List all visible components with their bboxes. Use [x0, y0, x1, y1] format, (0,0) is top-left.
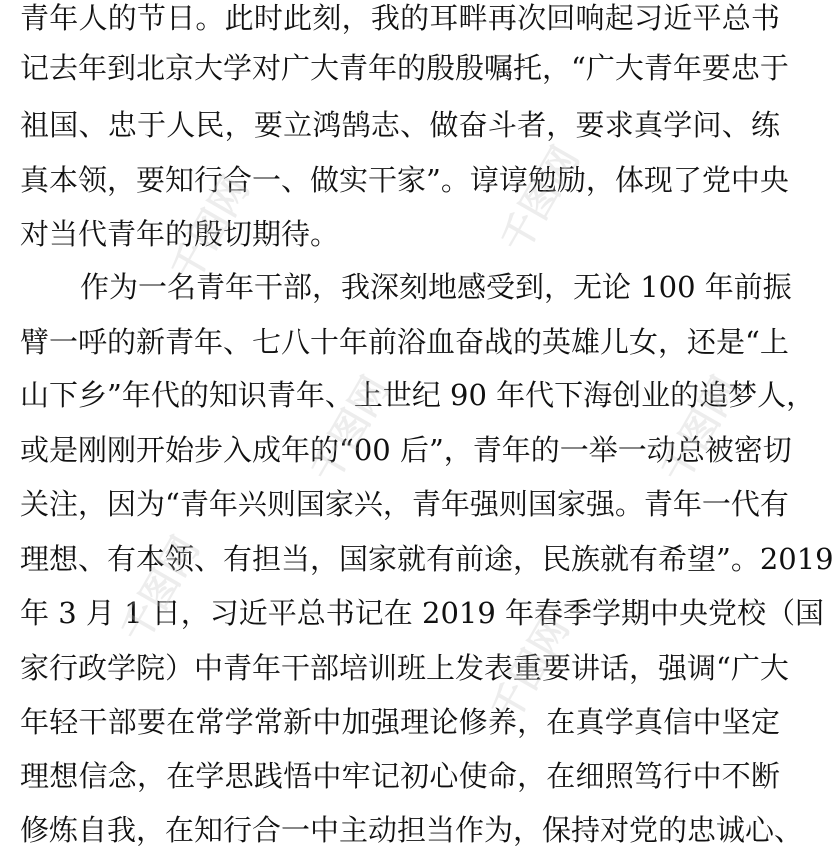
watermark: 千图网 — [162, 168, 258, 290]
text-line: 理想、有本领、有担当，国家就有前途，民族就有希望”。2019 — [20, 542, 834, 576]
watermark: 千图网 — [482, 608, 578, 730]
text-line: 或是刚刚开始步入成年的“00 后”，青年的一举一动总被密切 — [20, 433, 792, 467]
text-line: 青年人的节日。此时此刻，我的耳畔再次回响起习近平总书 — [20, 1, 780, 35]
text-line: 家行政学院）中青年干部培训班上发表重要讲话，强调“广大 — [20, 651, 789, 685]
text-line: 臂一呼的新青年、七八十年前浴血奋战的英雄儿女，还是“上 — [20, 325, 789, 359]
watermark: 千图网 — [112, 528, 208, 650]
watermark: 千图网 — [302, 368, 398, 490]
paragraph-first-line: 作为一名青年干部，我深刻地感受到，无论 100 年前振 — [80, 270, 792, 304]
text-line: 年 3 月 1 日，习近平总书记在 2019 年春季学期中央党校（国 — [20, 596, 825, 630]
text-line: 祖国、忠于人民，要立鸿鹄志、做奋斗者，要求真学问、练 — [20, 108, 780, 142]
text-line: 对当代青年的殷切期待。 — [20, 217, 340, 251]
text-line: 理想信念，在学思践悟中牢记初心使命，在细照笃行中不断 — [20, 759, 780, 793]
text-line: 关注，因为“青年兴则国家兴，青年强则国家强。青年一代有 — [20, 487, 789, 521]
text-line: 山下乡”年代的知识青年、上世纪 90 年代下海创业的追梦人， — [20, 378, 816, 412]
text-line-cut-off: 修炼自我，在知行合一中主动担当作为，保持对党的忠诚心、 — [20, 813, 804, 847]
text-line: 真本领，要知行合一、做实干家”。谆谆勉励，体现了党中央 — [20, 163, 789, 197]
text-line: 记去年到北京大学对广大青年的殷殷嘱托，“广大青年要忠于 — [20, 51, 789, 85]
text-line: 年轻干部要在常学常新中加强理论修养，在真学真信中坚定 — [20, 705, 780, 739]
watermark: 千图网 — [652, 368, 748, 490]
watermark: 千图网 — [492, 138, 588, 260]
